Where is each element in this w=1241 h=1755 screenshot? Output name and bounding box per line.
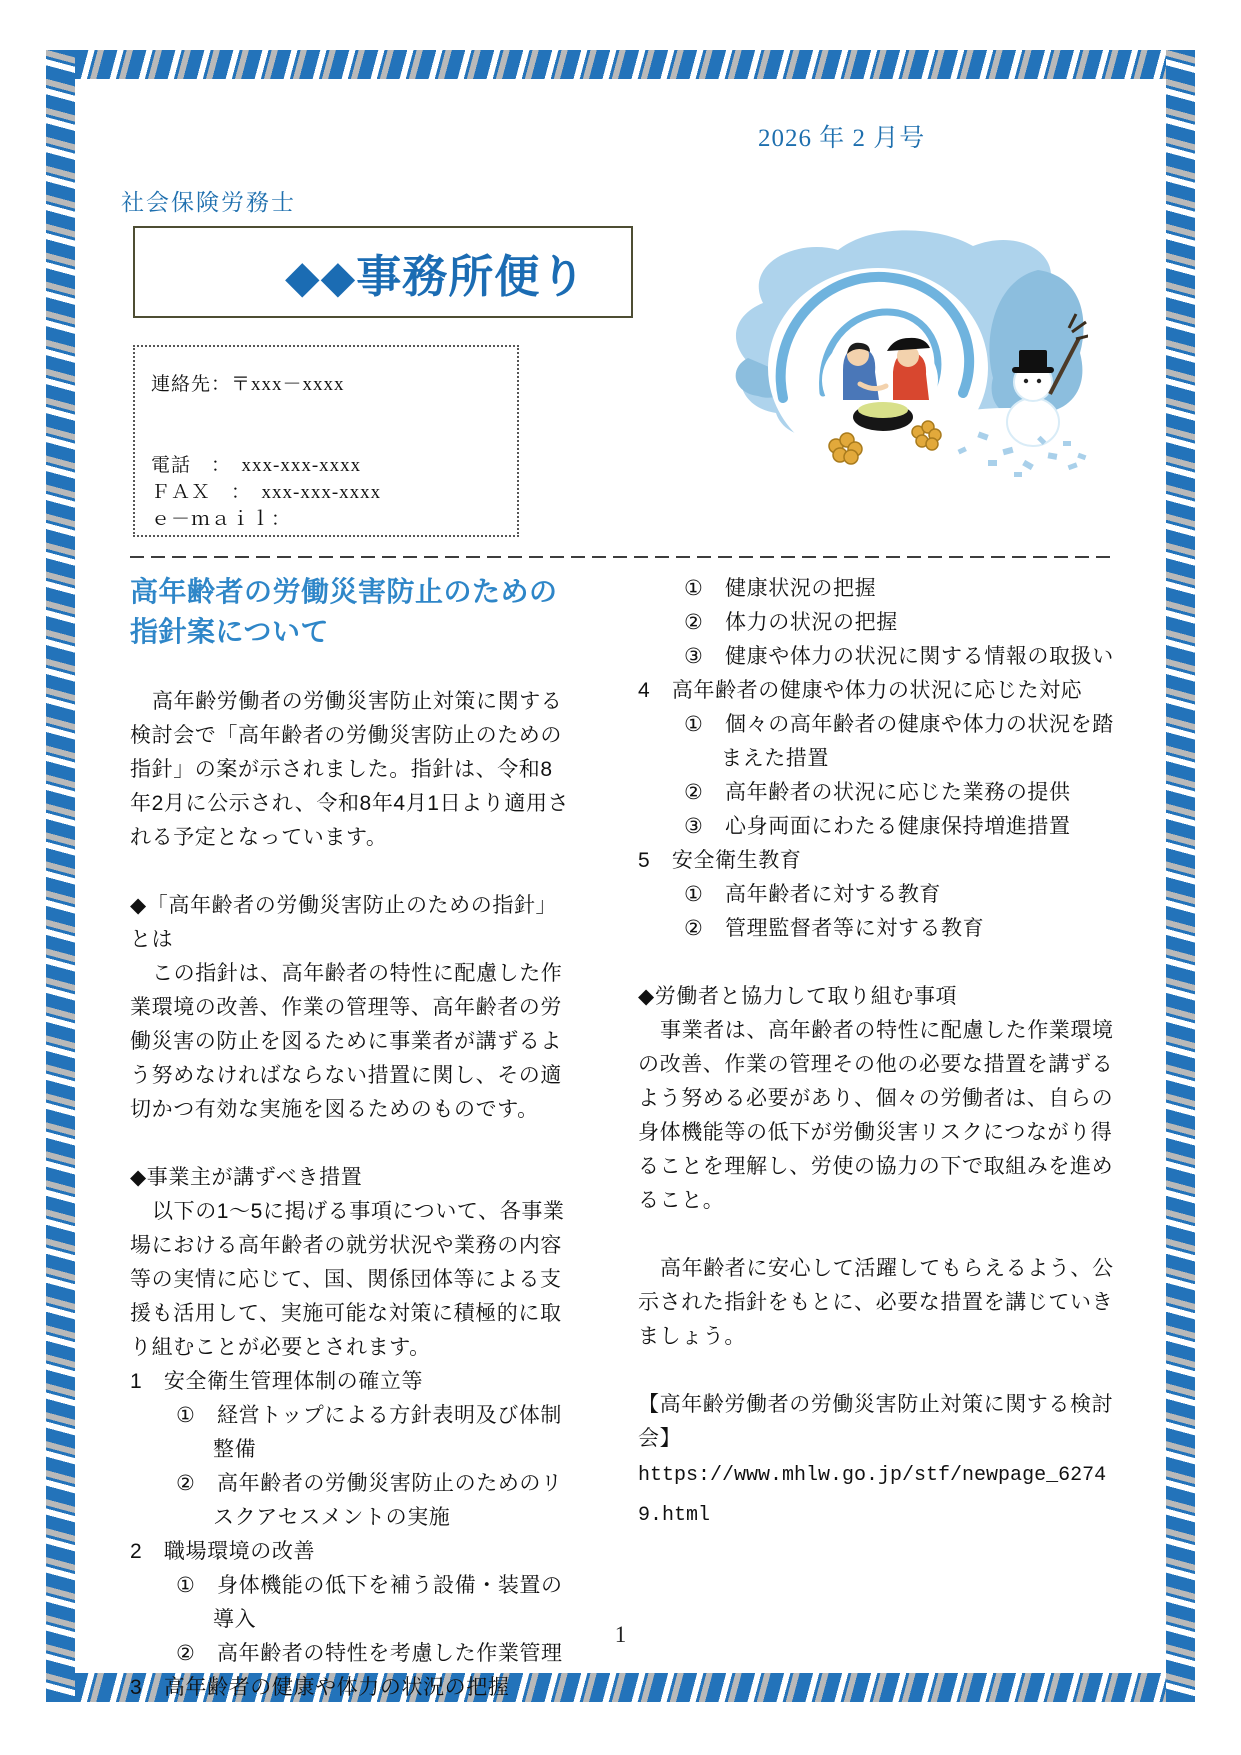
article-url: https://www.mhlw.go.jp/stf/newpage_62749.html bbox=[638, 1464, 1107, 1527]
article-paragraph: 事業者は、高年齢者の特性に配慮した作業環境の改善、作業の管理その他の必要な措置を講ずるよう努める必要があり、個々の労働者は、自らの身体機能等の低下が労働災害リスクにつながり得ることを理解し、労使の協力の下で取組みを進めること。 bbox=[638, 1019, 1114, 1212]
article-circled-item: ① 高年齢者に対する教育 bbox=[684, 883, 942, 906]
article-heading: 高年齢者の労働災害防止のための指針案について bbox=[130, 576, 558, 647]
article-circled-item: ① 個々の高年齢者の健康や体力の状況を踏まえた措置 bbox=[684, 713, 1114, 770]
article-circled-item: ② 高年齢者の状況に応じた業務の提供 bbox=[684, 781, 1071, 804]
article-circled-item: ① 経営トップによる方針表明及び体制整備 bbox=[176, 1404, 562, 1461]
article-numbered-item: 5 安全衛生教育 bbox=[638, 849, 802, 872]
article-paragraph: 高年齢労働者の労働災害防止対策に関する検討会で「高年齢者の労働災害防止のための指針」の案が示されました。指針は、令和8年2月に公示され、令和8年4月1日より適用される予定となっています。 bbox=[130, 690, 570, 849]
page-number: 1 bbox=[614, 1622, 627, 1647]
article-numbered-item: 2 職場環境の改善 bbox=[130, 1540, 316, 1563]
dashed-divider bbox=[130, 556, 1115, 558]
blank-line bbox=[638, 1354, 1115, 1388]
contact-info-box bbox=[133, 345, 519, 537]
article-numbered-item: 1 安全衛生管理体制の確立等 bbox=[130, 1370, 424, 1393]
contact-line: ＦＡＸ ： xxx-xxx-xxxx bbox=[151, 482, 382, 503]
article-paragraph: この指針は、高年齢者の特性に配慮した作業環境の改善、作業の管理等、高年齢者の労働災害の防止を図るために事業者が講ずるよう努めなければならない措置に関し、その適切かつ有効な実施を図るためのものです。 bbox=[130, 962, 563, 1121]
decorative-border-right bbox=[1166, 50, 1195, 1702]
snow-hut bbox=[768, 268, 988, 468]
office-type-label: 社会保険労務士 bbox=[121, 190, 296, 215]
issue-date: 2026 年 2 月号 bbox=[758, 125, 926, 152]
contact-line bbox=[151, 425, 501, 452]
blank-line bbox=[638, 946, 1115, 980]
article-circled-item: ② 高年齢者の特性を考慮した作業管理 bbox=[176, 1642, 563, 1665]
contact-line: 電話 ： xxx-xxx-xxxx bbox=[151, 455, 362, 476]
newsletter-title-box bbox=[133, 226, 633, 318]
article-numbered-item: 3 高年齢者の健康や体力の状況の把握 bbox=[130, 1676, 510, 1699]
contact-line bbox=[151, 398, 501, 425]
article-body bbox=[130, 572, 1115, 1705]
article-circled-item: ② 高年齢者の労働災害防止のためのリスクアセスメントの実施 bbox=[176, 1472, 563, 1529]
article-paragraph: 高年齢者に安心して活躍してもらえるよう、公示された指針をもとに、必要な措置を講じていきましょう。 bbox=[638, 1257, 1114, 1348]
article-circled-item: ② 体力の状況の把握 bbox=[684, 611, 898, 634]
article-numbered-item: 4 高年齢者の健康や体力の状況に応じた対応 bbox=[638, 679, 1083, 702]
article-reference: 【高年齢労働者の労働災害防止対策に関する検討会】 bbox=[638, 1393, 1114, 1450]
article-circled-item: ③ 心身両面にわたる健康保持増進措置 bbox=[684, 815, 1071, 838]
contact-line: ｅ－ｍａｉｌ： bbox=[151, 509, 292, 530]
blank-line bbox=[130, 855, 570, 889]
blank-line bbox=[130, 1127, 570, 1161]
blank-line bbox=[638, 1218, 1115, 1252]
article-paragraph: 以下の1～5に掲げる事項について、各事業場における高年齢者の就労状況や業務の内容等の実情に応じて、国、関係団体等による支援も活用して、実施可能な対策に積極的に取り組むことが必要とされます。 bbox=[130, 1200, 565, 1359]
decorative-border-top bbox=[46, 50, 1195, 79]
article-circled-item: ① 身体機能の低下を補う設備・装置の導入 bbox=[176, 1574, 563, 1631]
newsletter-title: ◆◆事務所便り bbox=[285, 251, 587, 302]
article-circled-item: ③ 健康や体力の状況に関する情報の取扱い bbox=[684, 645, 1114, 668]
article-subheading: ◆事業主が講ずべき措置 bbox=[130, 1166, 363, 1189]
contact-line: 連絡先：〒xxx－xxxx bbox=[151, 374, 345, 395]
winter-illustration bbox=[688, 208, 1088, 478]
decorative-border-left bbox=[46, 50, 75, 1702]
article-circled-item: ② 管理監督者等に対する教育 bbox=[684, 917, 985, 940]
article-subheading: ◆労働者と協力して取り組む事項 bbox=[638, 985, 958, 1008]
article-column-left bbox=[130, 572, 570, 1705]
article-subheading: ◆「高年齢者の労働災害防止のための指針」とは bbox=[130, 894, 558, 951]
article-column-right bbox=[638, 572, 1115, 1705]
article-circled-item: ① 健康状況の把握 bbox=[684, 577, 877, 600]
